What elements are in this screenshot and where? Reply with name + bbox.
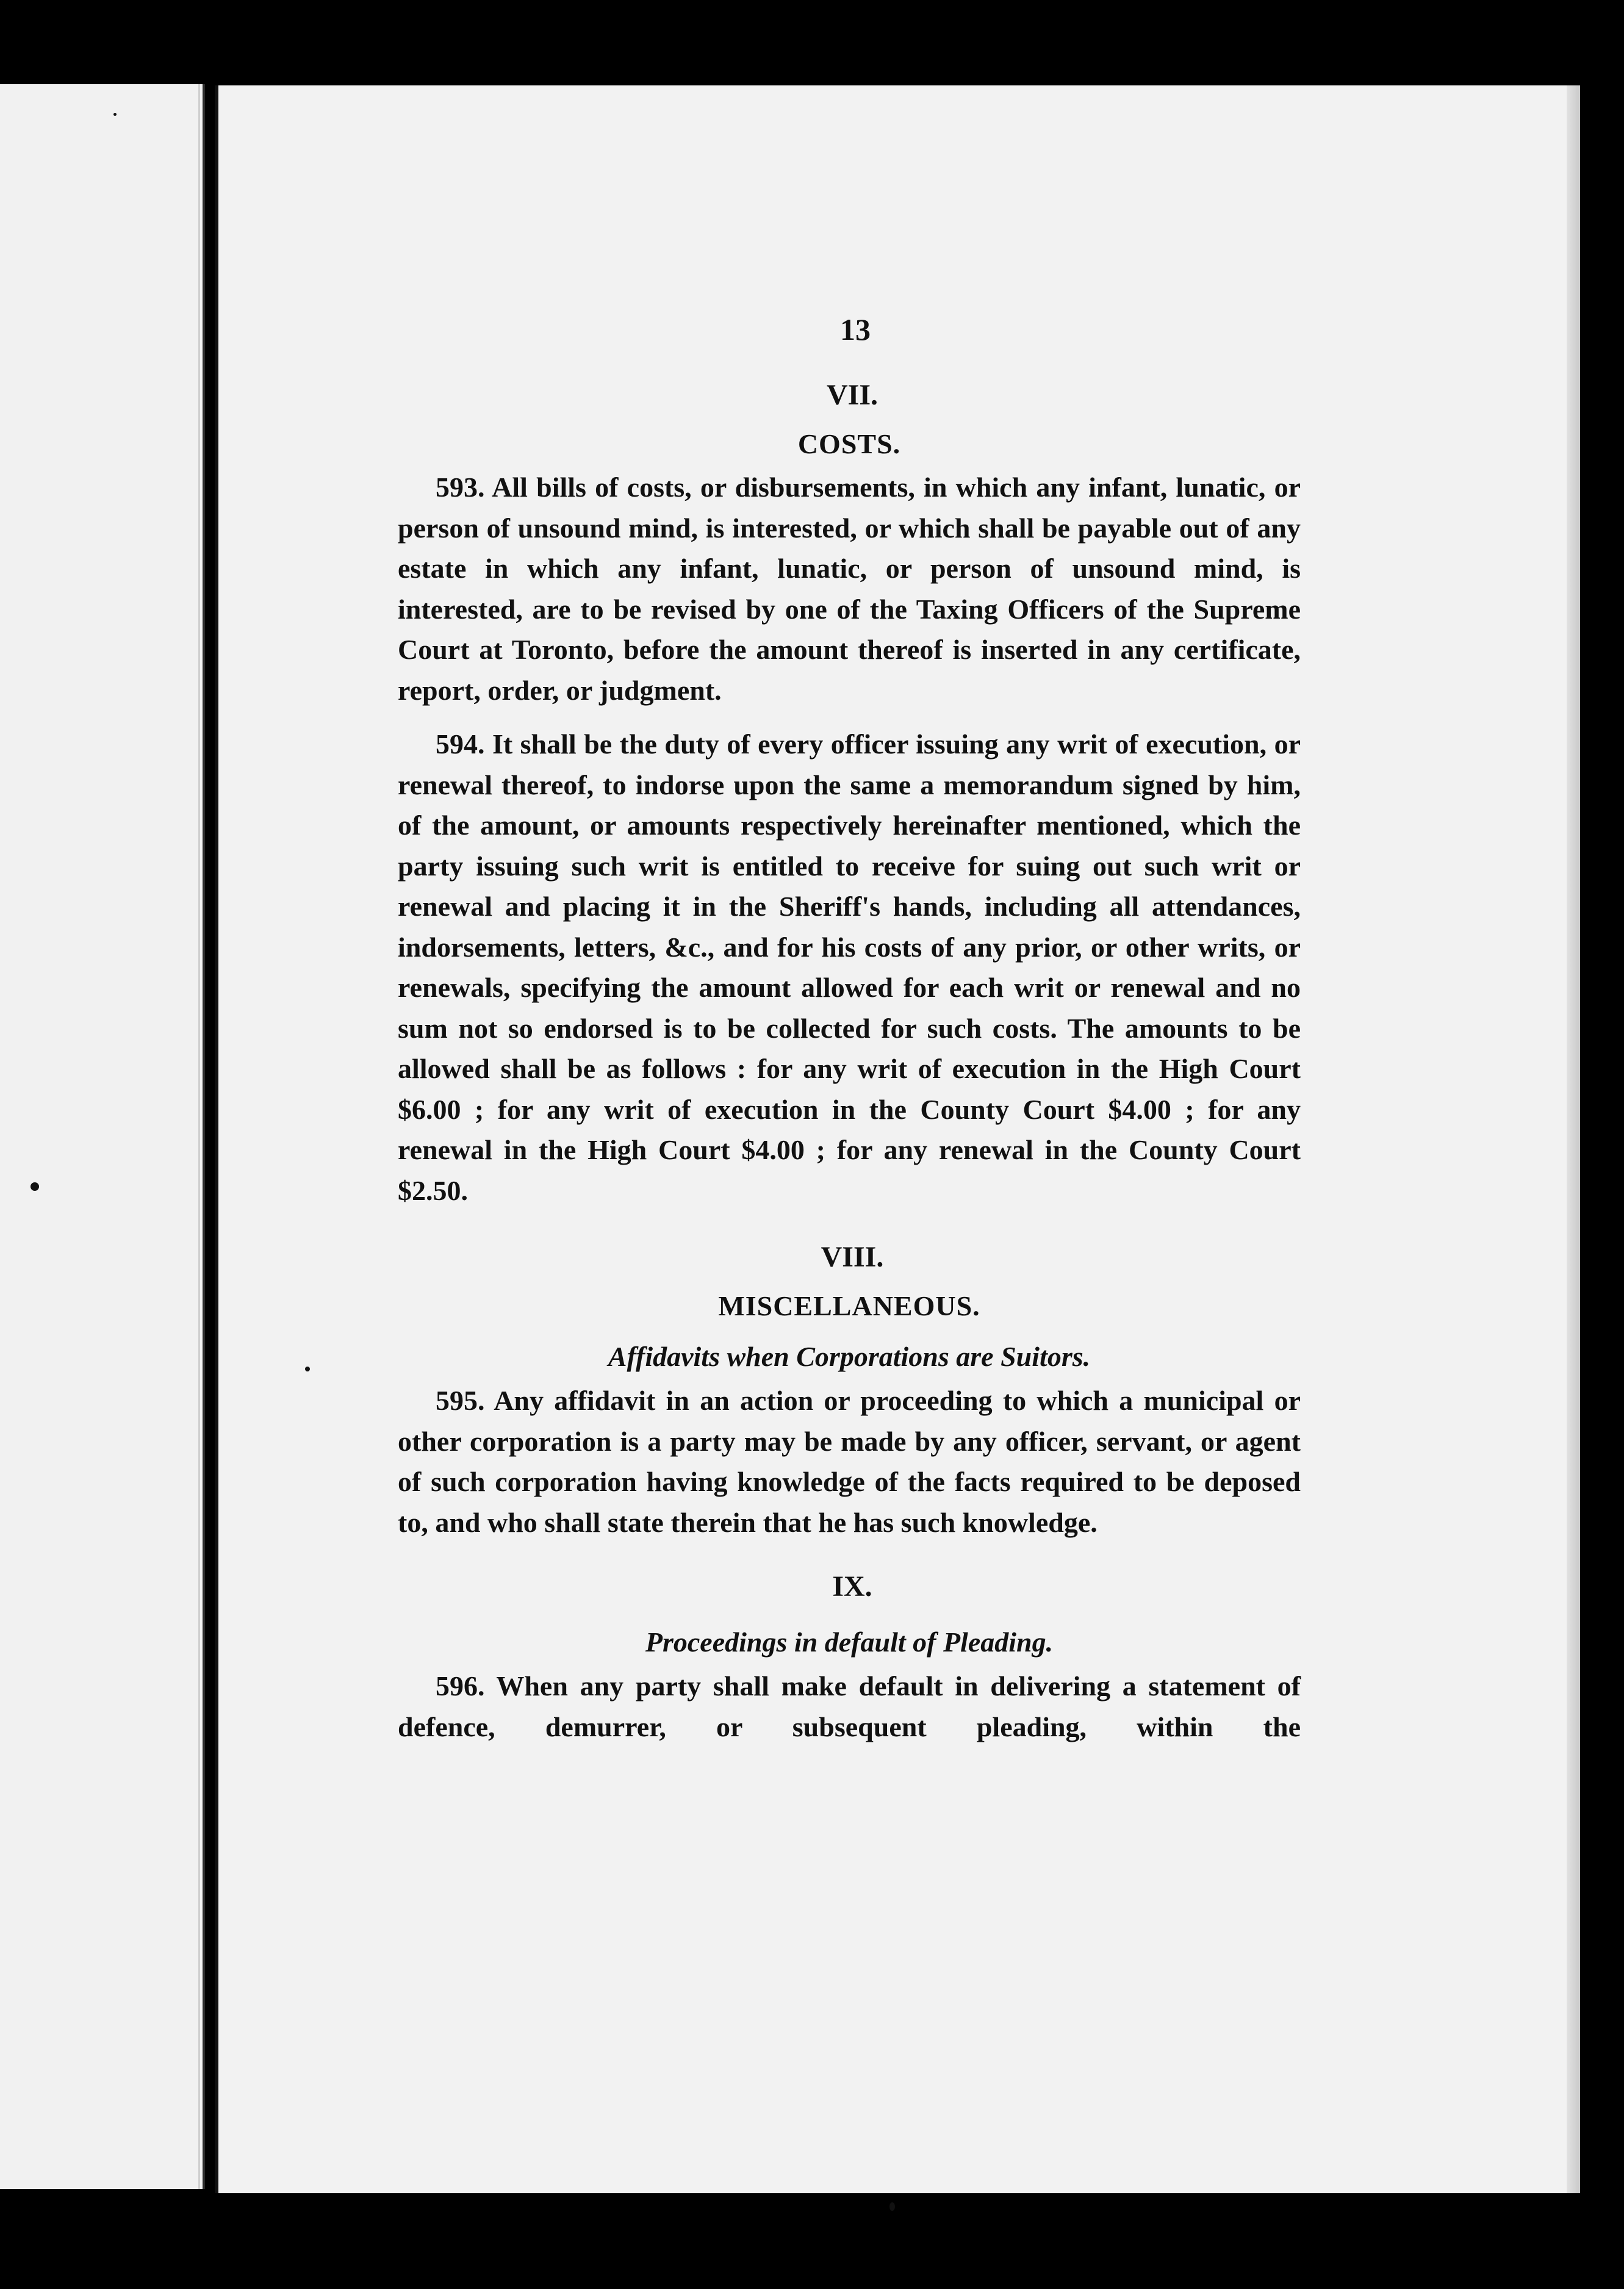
paragraph-596: 596. When any party shall make default in delivering a statement of defence, demurrer, or subsequent pleading, within the bbox=[398, 1670, 1301, 1742]
book-page bbox=[215, 85, 1580, 2193]
section-number: IX. bbox=[832, 1570, 872, 1603]
paragraph-593: 593. All bills of costs, or disbursements, in which any infant, lunatic, or person of unsound mind, is interested, or which shall be payable out of any estate in which any infant, lunatic, or person of unsound mind, is interested, are to be revised by one of the Taxing Officers of the Supreme Court at Toronto, before the amount thereof is inserted in any certificate, report, order, or judgment. bbox=[398, 472, 1301, 706]
page-number: 13 bbox=[840, 312, 871, 347]
paragraph-595: 595. Any affidavit in an action or proceeding to which a municipal or other corporation is a party may be made by any officer, servant, or agent of such corporation having knowledge of the facts required to be deposed to, and who shall state therein that he has such knowledge. bbox=[398, 1385, 1301, 1538]
section-title: COSTS. bbox=[797, 428, 901, 459]
ink-speck bbox=[889, 2202, 895, 2211]
facing-page-edge bbox=[0, 84, 205, 2189]
ink-speck bbox=[31, 1182, 39, 1191]
ink-speck bbox=[113, 113, 117, 116]
section-title: MISCELLANEOUS. bbox=[718, 1290, 980, 1321]
page-text bbox=[398, 311, 1301, 1747]
page-edge-shadow bbox=[1567, 85, 1580, 2193]
section-subtitle: Affidavits when Corporations are Suitors. bbox=[608, 1341, 1091, 1372]
paragraph-594: 594. It shall be the duty of every officer issuing any writ of execution, or renewal thereof, to indorse upon the same a memorandum signed by him, of the amount, or amounts respectively hereinafter mentioned, which the party issuing such writ is entitled to receive for suing out such writ or renewal and placing it in the Sheriff's hands, including all attendances, indorsements, letters, &c., and for his costs of any prior, or other writs, or renewals, specifying the amount allowed for each writ or renewal and no sum not so endorsed is to be collected for such costs. The amounts to be allowed shall be as follows : for any writ of execution in the High Court $6.00 ; for any writ of execution in the County Court $4.00 ; for any renewal in the High Court $4.00 ; for any renewal in the County Court $2.50. bbox=[398, 728, 1301, 1206]
ink-speck bbox=[305, 1367, 310, 1371]
section-subtitle: Proceedings in default of Pleading. bbox=[645, 1626, 1054, 1658]
section-number: VII. bbox=[826, 379, 878, 411]
section-number: VIII. bbox=[821, 1241, 884, 1273]
facing-page-gutter bbox=[198, 84, 200, 2189]
